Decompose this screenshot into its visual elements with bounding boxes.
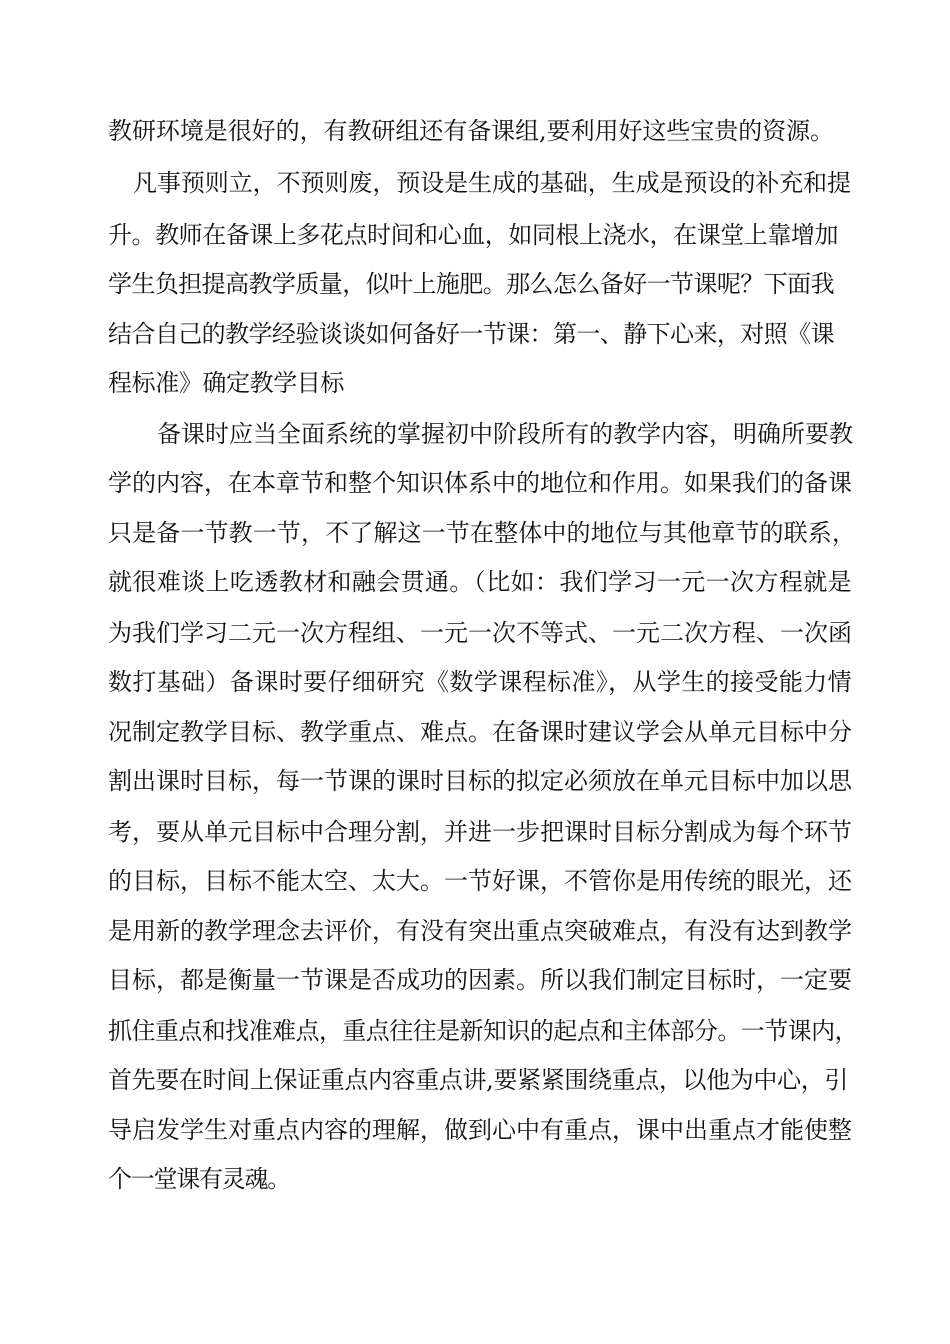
- paragraph-line: 程标准》确定教学目标: [108, 369, 344, 397]
- paragraph-line: 目标，都是衡量一节课是否成功的因素。所以我们制定目标时，一定要: [108, 966, 852, 994]
- paragraph-line: 就很难谈上吃透教材和融会贯通。（比如：我们学习一元一次方程就是: [108, 568, 852, 596]
- paragraph-line: 凡事预则立，不预则废，预设是生成的基础，生成是预设的补充和提: [133, 169, 851, 197]
- paragraph-line: 教研环境是很好的，有教研组还有备课组,要利用好这些宝贵的资源。: [108, 117, 834, 145]
- paragraph-line: 首先要在时间上保证重点内容重点讲,要紧紧围绕重点，以他为中心，引: [108, 1066, 848, 1094]
- paragraph-line: 的目标，目标不能太空、太大。一节好课，不管你是用传统的眼光，还: [108, 867, 852, 895]
- paragraph-line: 为我们学习二元一次方程组、一元一次不等式、一元二次方程、一次函: [108, 619, 852, 647]
- paragraph-line: 升。教师在备课上多花点时间和心血，如同根上浇水，在课堂上靠增加: [108, 221, 838, 249]
- paragraph-line: 况制定教学目标、教学重点、难点。在备课时建议学会从单元目标中分: [108, 718, 852, 746]
- paragraph-line: 结合自己的教学经验谈谈如何备好一节课：第一、静下心来，对照《课: [108, 320, 834, 348]
- paragraph-line: 导启发学生对重点内容的理解，做到心中有重点，课中出重点才能使整: [108, 1116, 852, 1144]
- paragraph-line: 抓住重点和找准难点，重点往往是新知识的起点和主体部分。一节课内，: [108, 1017, 858, 1045]
- paragraph-line: 个一堂课有灵魂。: [108, 1165, 290, 1193]
- paragraph-line: 是用新的教学理念去评价，有没有突出重点突破难点，有没有达到教学: [108, 917, 852, 945]
- paragraph-line: 备课时应当全面系统的掌握初中阶段所有的教学内容，明确所要教: [157, 420, 853, 448]
- paragraph-line: 只是备一节教一节，不了解这一节在整体中的地位与其他章节的联系，: [108, 519, 856, 547]
- paragraph-line: 考，要从单元目标中合理分割，并进一步把课时目标分割成为每个环节: [108, 818, 852, 846]
- paragraph-line: 割出课时目标，每一节课的课时目标的拟定必须放在单元目标中加以思: [108, 767, 852, 795]
- paragraph-line: 学生负担提高教学质量，似叶上施肥。那么怎么备好一节课呢？下面我: [108, 270, 834, 298]
- paragraph-line: 数打基础）备课时要仔细研究《数学课程标准》，从学生的接受能力情: [108, 668, 852, 696]
- paragraph-line: 学的内容，在本章节和整个知识体系中的地位和作用。如果我们的备课: [108, 469, 852, 497]
